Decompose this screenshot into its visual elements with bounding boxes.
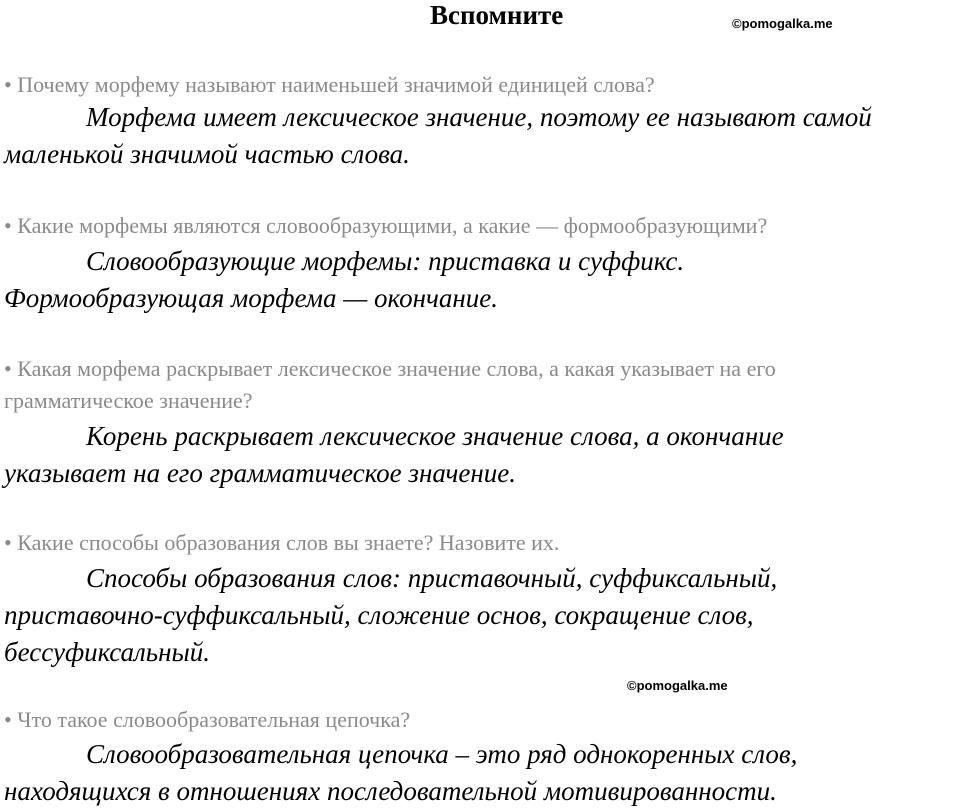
answer-line: находящихся в отношениях последовательной мотивированности. <box>4 776 777 806</box>
answer-line: бессуфиксальный. <box>4 637 211 667</box>
answer-line: Морфема имеет лексическое значение, поэтому ее называют самой <box>86 102 872 132</box>
question-4: • Какие способы образования слов вы знаете? Назовите их. <box>4 530 560 555</box>
page-title: Вспомните <box>430 0 564 30</box>
watermark: ©pomogalka.me <box>732 16 833 31</box>
answer-line: Словообразовательная цепочка – это ряд однокоренных слов, <box>86 739 798 769</box>
answer-line: Корень раскрывает лексическое значение слова, а окончание <box>86 421 784 451</box>
answer-line: маленькой значимой частью слова. <box>4 139 410 169</box>
question-3: • Какая морфема раскрывает лексическое значение слова, а какая указывает на его <box>4 356 776 381</box>
answer-2 <box>4 243 960 317</box>
question-5: • Что такое словообразовательная цепочка? <box>4 707 411 732</box>
answer-1 <box>4 99 960 173</box>
answer-5 <box>4 736 960 810</box>
answer-4 <box>4 560 960 671</box>
question-2: • Какие морфемы являются словообразующими, а какие — формообразующими? <box>4 213 768 238</box>
answer-line: указывает на его грамматическое значение. <box>4 458 516 488</box>
question-3-line-2: грамматическое значение? <box>4 388 253 413</box>
watermark: ©pomogalka.me <box>627 678 728 693</box>
answer-line: приставочно-суффиксальный, сложение основ, сокращение слов, <box>4 600 754 630</box>
answer-line: Словообразующие морфемы: приставка и суффикс. <box>86 246 685 276</box>
answer-line: Способы образования слов: приставочный, суффиксальный, <box>86 563 778 593</box>
question-1: • Почему морфему называют наименьшей значимой единицей слова? <box>4 72 655 97</box>
answer-line: Формообразующая морфема — окончание. <box>4 283 499 313</box>
answer-3 <box>4 418 960 492</box>
